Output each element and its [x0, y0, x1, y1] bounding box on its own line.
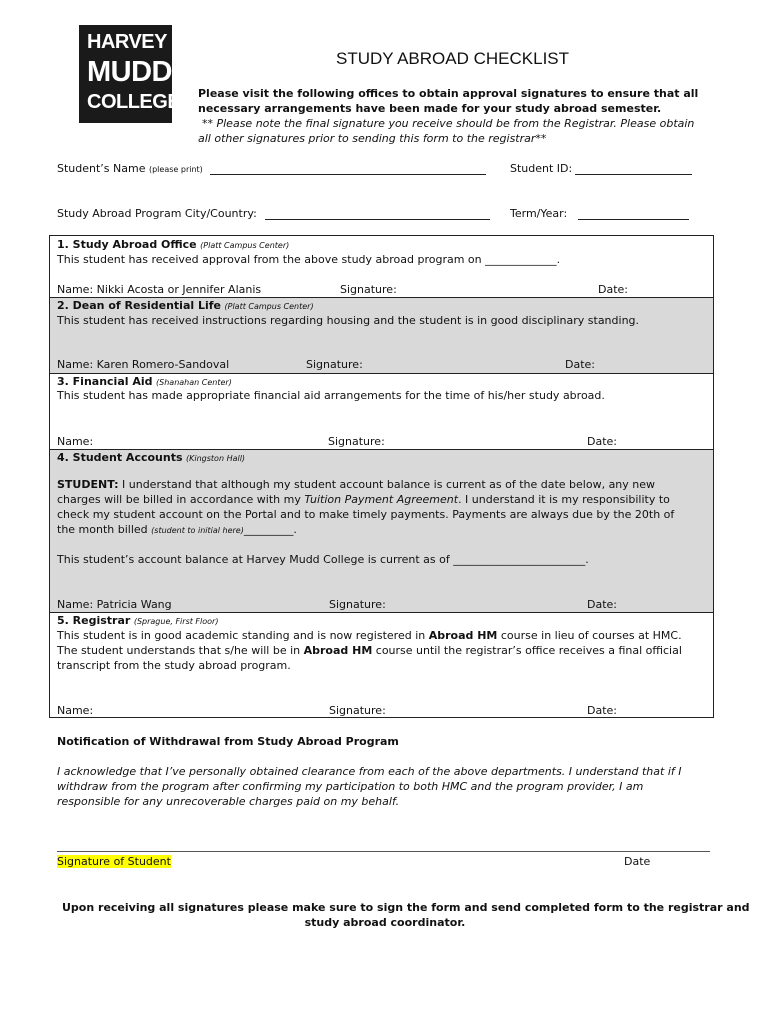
section-4-paragraph-line-1: STUDENT: I understand that although my student account balance is current as of the date below, any new [57, 478, 656, 491]
section-1-text: This student has received approval from the above study abroad program on _____________. [57, 253, 561, 266]
intro-line-4: all other signatures prior to sending this form to the registrar** [198, 132, 547, 145]
section-5-date[interactable]: Date: [587, 704, 617, 717]
program-label: Study Abroad Program City/Country: [57, 207, 257, 220]
section-4-date[interactable]: Date: [587, 598, 617, 611]
section-4-balance-text: This student’s account balance at Harvey Mudd College is current as of ________________________. [57, 553, 589, 566]
section-5-title: 5. Registrar (Sprague, First Floor) [57, 614, 219, 627]
section-2-text: This student has received instructions regarding housing and the student is in good disciplinary standing. [57, 314, 640, 327]
footer-line-2: study abroad coordinator. [304, 916, 466, 929]
term-label: Term/Year: [510, 207, 568, 220]
section-1-title: 1. Study Abroad Office (Platt Campus Center) [57, 238, 290, 251]
section-3-title: 3. Financial Aid (Shanahan Center) [57, 375, 232, 388]
section-4-paragraph-line-4: the month billed (student to initial here)_________. [57, 523, 297, 536]
withdrawal-line-2: withdraw from the program after confirming my participation to both HMC and the program provider, I am [57, 780, 644, 793]
section-5-name: Name: [57, 704, 94, 717]
intro-line-3: ** Please note the final signature you receive should be from the Registrar. Please obtain [202, 117, 695, 130]
section-5-signature[interactable]: Signature: [329, 704, 386, 717]
logo-line-2: MUDD [87, 56, 172, 88]
section-1-date[interactable]: Date: [598, 283, 628, 296]
section-4-name: Name: Patricia Wang [57, 598, 172, 611]
withdrawal-heading: Notification of Withdrawal from Study Abroad Program [57, 735, 399, 748]
section-2-signature[interactable]: Signature: [306, 358, 363, 371]
student-id-field[interactable] [575, 174, 692, 175]
section-5-line-1: This student is in good academic standing and is now registered in Abroad HM course in lieu of courses at HMC. [57, 629, 682, 642]
student-name-field[interactable] [210, 174, 486, 175]
section-4-paragraph-line-3: check my student account on the Portal and to make timely payments. Payments are always due by the 20th of [57, 508, 675, 521]
footer-line-1: Upon receiving all signatures please make sure to sign the form and send completed form to the registrar and [62, 901, 750, 914]
section-1-name: Name: Nikki Acosta or Jennifer Alanis [57, 283, 262, 296]
intro-line-2: necessary arrangements have been made for your study abroad semester. [198, 102, 662, 115]
section-4-paragraph-line-2: charges will be billed in accordance with my Tuition Payment Agreement. I understand it is my responsibility to [57, 493, 670, 506]
intro-line-1: Please visit the following offices to obtain approval signatures to ensure that all [198, 87, 699, 100]
withdrawal-line-1: I acknowledge that I’ve personally obtained clearance from each of the above departments. I understand that if I [57, 765, 682, 778]
student-signature-line[interactable] [57, 851, 710, 852]
section-3-text: This student has made appropriate financial aid arrangements for the time of his/her study abroad. [57, 389, 605, 402]
logo-line-1: HARVEY [87, 31, 167, 53]
student-name-label: Student’s Name (please print) [57, 162, 203, 175]
section-3-signature[interactable]: Signature: [328, 435, 385, 448]
section-4-signature[interactable]: Signature: [329, 598, 386, 611]
section-5-line-3: transcript from the study abroad program. [57, 659, 291, 672]
section-4-title: 4. Student Accounts (Kingston Hall) [57, 451, 246, 464]
logo-line-3: COLLEGE [87, 91, 181, 113]
student-signature-label: Signature of Student [57, 855, 171, 868]
section-3-date[interactable]: Date: [587, 435, 617, 448]
college-logo [79, 25, 181, 123]
term-field[interactable] [578, 219, 689, 220]
program-field[interactable] [265, 219, 490, 220]
section-2-name: Name: Karen Romero-Sandoval [57, 358, 230, 371]
section-2-title: 2. Dean of Residential Life (Platt Campus Center) [57, 299, 314, 312]
section-1-signature[interactable]: Signature: [340, 283, 397, 296]
section-3-name: Name: [57, 435, 94, 448]
section-2-date[interactable]: Date: [565, 358, 595, 371]
page-title: STUDY ABROAD CHECKLIST [336, 49, 570, 68]
student-signature-date-label: Date [624, 855, 651, 868]
student-id-label: Student ID: [510, 162, 573, 175]
withdrawal-line-3: responsible for any unrecoverable charges paid on my behalf. [57, 795, 400, 808]
section-5-line-2: The student understands that s/he will be in Abroad HM course until the registrar’s office receives a final official [57, 644, 682, 657]
